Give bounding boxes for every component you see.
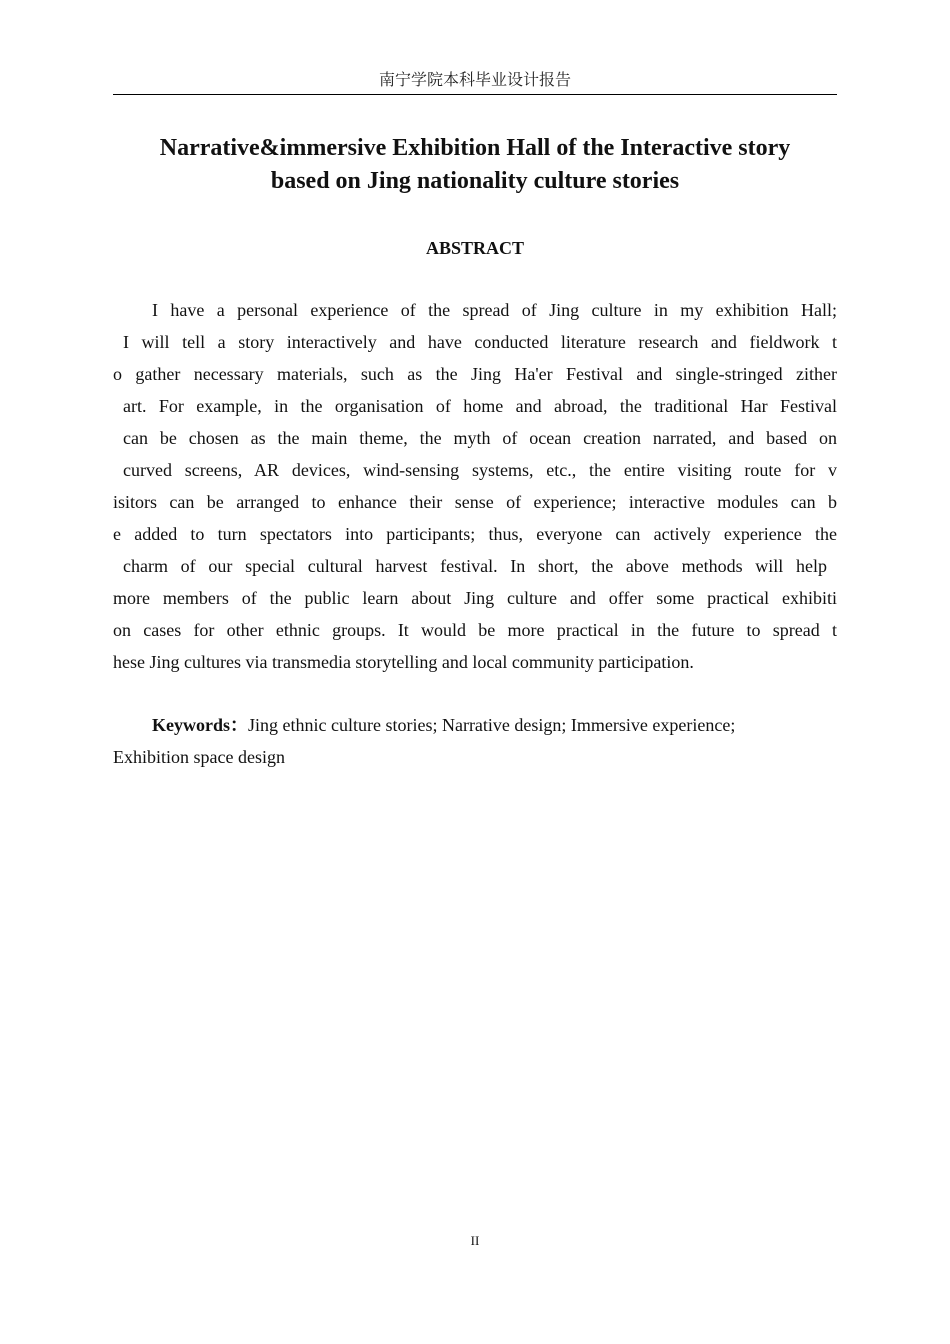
abstract-line: I will tell a story interactively and have conducted literature research and fieldwork t (123, 332, 837, 352)
keywords-line-2: Exhibition space design (113, 747, 285, 767)
header-text: 南宁学院本科毕业设计报告 (378, 70, 571, 89)
abstract-body (113, 294, 837, 678)
abstract-line: I have a personal experience of the spread of Jing culture in my exhibition Hall; (152, 300, 837, 320)
abstract-line: isitors can be arranged to enhance their sense of experience; interactive modules can b (113, 492, 837, 512)
abstract-heading: ABSTRACT (425, 238, 525, 258)
abstract-line: e added to turn spectators into participants; thus, everyone can actively experience the (113, 524, 837, 544)
paper-title (113, 132, 837, 198)
page-number: II (470, 1233, 480, 1248)
abstract-line: curved screens, AR devices, wind-sensing systems, etc., the entire visiting route for v (123, 460, 837, 480)
abstract-line: hese Jing cultures via transmedia storytelling and local community participation. (113, 652, 694, 672)
abstract-line: charm of our special cultural harvest festival. In short, the above methods will help (123, 556, 827, 576)
page-header (113, 66, 837, 95)
keywords-text-1: Jing ethnic culture stories; Narrative design; Immersive experience; (248, 715, 736, 735)
title-line-1: Narrative&immersive Exhibition Hall of the Interactive story (159, 135, 791, 161)
keywords-block (113, 709, 837, 773)
title-line-2: based on Jing nationality culture stories (270, 168, 680, 194)
abstract-line: on cases for other ethnic groups. It would be more practical in the future to spread t (113, 620, 837, 640)
abstract-line: o gather necessary materials, such as the Jing Ha'er Festival and single-stringed zither (113, 364, 837, 384)
keywords-line-1 (113, 709, 837, 741)
abstract-line: can be chosen as the main theme, the myth of ocean creation narrated, and based on (123, 428, 837, 448)
abstract-line: more members of the public learn about Jing culture and offer some practical exhibiti (113, 588, 837, 608)
abstract-line: art. For example, in the organisation of home and abroad, the traditional Har Festival (123, 396, 837, 416)
keywords-label: Keywords： (152, 715, 248, 735)
